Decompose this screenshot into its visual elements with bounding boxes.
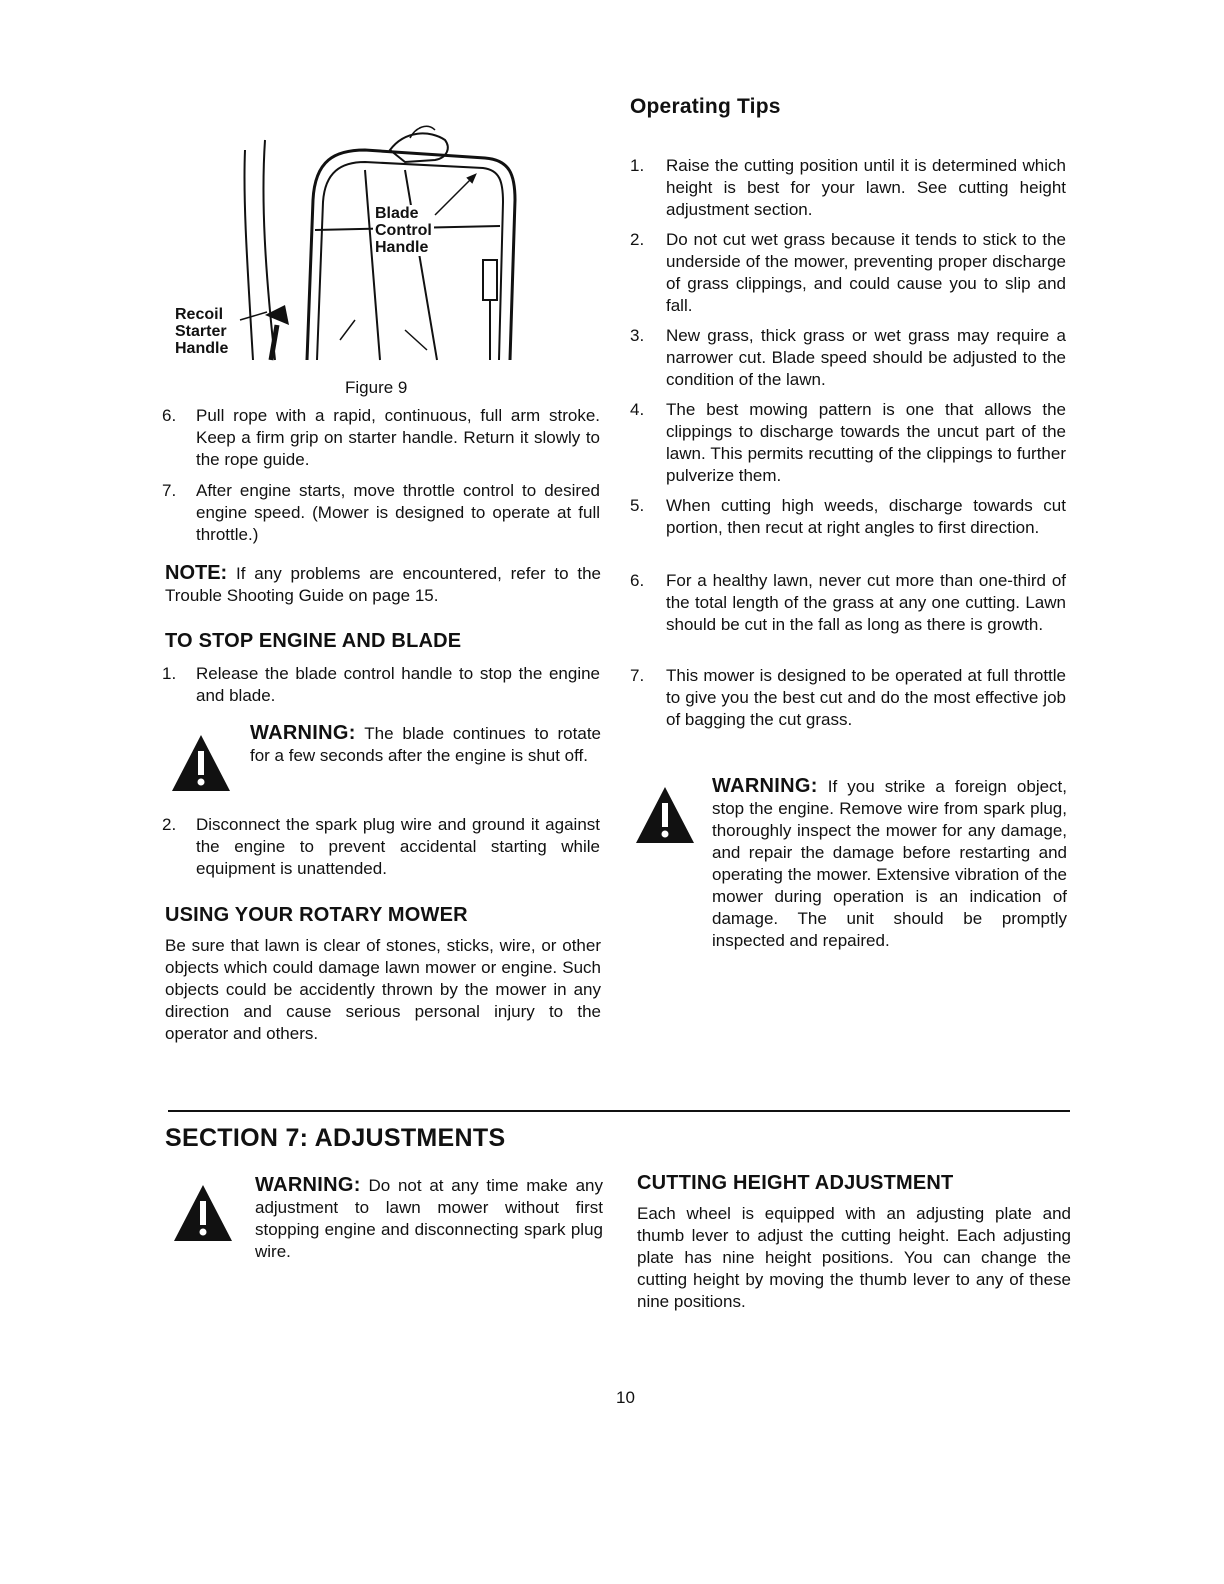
list-item: 7. After engine starts, move throttle control to desired engine speed. (Mower is designed to operate at full throttle.) [162, 481, 600, 544]
rotary-mower-heading: USING YOUR ROTARY MOWER [165, 904, 468, 926]
list-item: 7. This mower is designed to be operated at full throttle to give you the best cut and do the most effective job of bagging the cut grass. [630, 666, 1066, 729]
warning-triangle-icon [172, 1183, 234, 1243]
figure-9 [165, 110, 525, 410]
list-item: 5. When cutting high weeds, discharge towards cut portion, then recut at right angles to first direction. [630, 496, 1066, 537]
list-item: 2. Disconnect the spark plug wire and ground it against the engine to prevent accidental starting while equipment is unattended. [162, 815, 600, 878]
foreign-object-warning-text: WARNING: If you strike a foreign object, stop the engine. Remove wire from spark plug, thoroughly inspect the mower for any damage, and repair the damage before restarting and operating the mower. Extensive vibration of the mower during operation is an indication of damage. The unit should be promptly inspected and repaired. [712, 775, 1067, 950]
list-item: 1. Raise the cutting position until it is determined which height is best for your lawn. See cutting height adjustment section. [630, 156, 1066, 219]
warning-label: WARNING: [250, 722, 356, 744]
warning-label: WARNING: [712, 775, 818, 797]
recoil-starter-handle-label: Recoil Starter Handle [175, 306, 229, 357]
note-label: NOTE: [165, 562, 228, 584]
list-item: 6. Pull rope with a rapid, continuous, full arm stroke. Keep a firm grip on starter handle. Return it slowly to the rope guide. [162, 406, 600, 469]
figure-caption: Figure 9 [345, 378, 408, 397]
list-item: 4. The best mowing pattern is one that allows the clippings to discharge towards the uncut part of the lawn. This permits recutting of the clippings to further pulverize them. [630, 400, 1066, 485]
warning-triangle-icon [634, 785, 696, 845]
page-number: 10 [616, 1388, 635, 1407]
stop-engine-heading: TO STOP ENGINE AND BLADE [165, 630, 462, 652]
warning-label: WARNING: [255, 1174, 361, 1196]
adjustment-warning-text: WARNING: Do not at any time make any adjustment to lawn mower without first stopping engine and disconnecting spark plug wire. [255, 1174, 603, 1261]
rotary-mower-paragraph: Be sure that lawn is clear of stones, sticks, wire, or other objects which could damage lawn mower or engine. Such objects could be accidently thrown by the mower in any direction and cause serious personal injury to the operator and others. [165, 936, 601, 1043]
note-paragraph [165, 562, 601, 607]
list-item: 2. Do not cut wet grass because it tends to stick to the underside of the mower, preventing proper discharge of grass clippings, and could cause you to slip and fall. [630, 230, 1066, 315]
blade-control-handle-label: Blade Control Handle [375, 205, 432, 256]
section7-heading: SECTION 7: ADJUSTMENTS [165, 1124, 506, 1152]
section-divider [168, 1110, 1070, 1112]
cutting-height-heading: CUTTING HEIGHT ADJUSTMENT [637, 1172, 954, 1194]
list-item: 1. Release the blade control handle to stop the engine and blade. [162, 664, 600, 705]
note-text: If any problems are encountered, refer to the Trouble Shooting Guide on page 15. [165, 564, 601, 605]
list-item: 6. For a healthy lawn, never cut more than one-third of the total length of the grass at any one cutting. Lawn should be cut in the fall as long as there is growth. [630, 571, 1066, 634]
stop-warning-text: WARNING: The blade continues to rotate for a few seconds after the engine is shut off. [250, 722, 601, 765]
cutting-height-paragraph: Each wheel is equipped with an adjusting plate and thumb lever to adjust the cutting height. Each adjusting plate has nine height positions. You can change the cutting height by moving the thumb lever to any of these nine positions. [637, 1204, 1071, 1311]
list-item: 3. New grass, thick grass or wet grass may require a narrower cut. Blade speed should be adjusted to the condition of the lawn. [630, 326, 1066, 389]
operating-tips-heading: Operating Tips [630, 95, 781, 118]
warning-triangle-icon [170, 733, 232, 793]
